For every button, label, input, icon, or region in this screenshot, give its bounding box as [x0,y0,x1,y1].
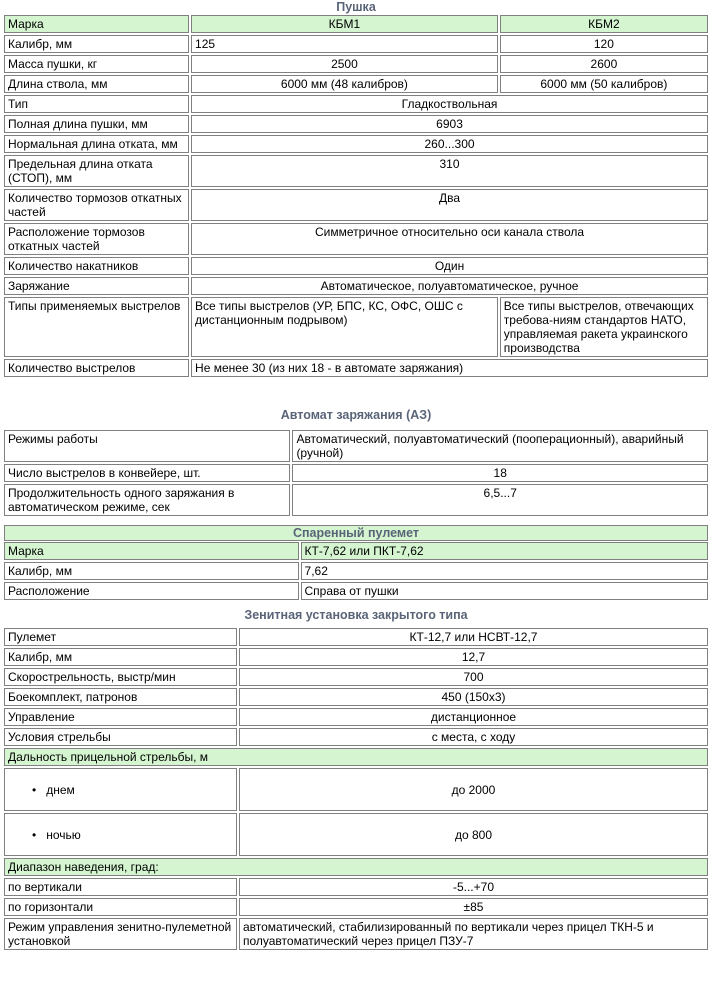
row-kbm1: 6000 мм (48 калибров) [191,75,498,93]
row-label: Режимы работы [4,430,290,462]
row-label: Боекомплект, патронов [4,688,237,706]
autoloader-section [2,408,710,518]
table-row [4,688,708,706]
table-row [4,628,708,646]
gun-header-kbm1: КБМ1 [191,15,498,33]
row-kbm2: 6000 мм (50 калибров) [500,75,708,93]
row-value: дистанционное [239,708,708,726]
row-label: Количество тормозов откатных частей [4,189,189,221]
table-row [4,115,708,133]
aa-section [2,608,710,952]
table-row [4,277,708,295]
row-label: Нормальная длина отката, мм [4,135,189,153]
row-kbm1: Все типы выстрелов (УР, БПС, КС, ОФС, ОШС с дистанционным подрывом) [191,297,498,357]
row-value: КТ-7,62 или ПКТ-7,62 [301,542,708,560]
row-value: КТ-12,7 или НСВТ-12,7 [239,628,708,646]
table-row [4,858,708,876]
row-value: -5...+70 [239,878,708,896]
table-row [4,359,708,377]
row-value: ±85 [239,898,708,916]
table-row [4,918,708,950]
row-value: 260...300 [191,135,708,153]
table-row [4,728,708,746]
row-value: Справа от пушки [301,582,708,600]
row-value: 12,7 [239,648,708,666]
row-label: Калибр, мм [4,562,299,580]
row-value: Гладкоствольная [191,95,708,113]
aim-header: Диапазон наведения, град: [4,858,708,876]
row-value: Автоматическое, полуавтоматическое, ручное [191,277,708,295]
bullet-label: • днем [32,783,75,797]
row-kbm2: 120 [500,35,708,53]
gun-section-title: Пушка [336,0,376,14]
table-row [4,257,708,275]
aa-section-title: Зенитная установка закрытого типа [244,608,468,622]
row-value: Один [191,257,708,275]
gun-header-label: Марка [4,15,189,33]
row-label: Продолжительность одного заряжания в автоматическом режиме, сек [4,484,290,516]
row-label: Предельная длина отката (СТОП), мм [4,155,189,187]
table-row [4,297,708,357]
table-row [4,155,708,187]
row-label: Режим управления зенитно-пулеметной установкой [4,918,237,950]
table-row [4,430,708,462]
table-row [4,708,708,726]
row-value: 700 [239,668,708,686]
table-row [4,75,708,93]
table-row [4,484,708,516]
row-label: по вертикали [4,878,237,896]
autoloader-section-title: Автомат заряжания (АЗ) [280,408,432,422]
row-value: 18 [292,464,708,482]
row-label: Условия стрельбы [4,728,237,746]
row-label: Марка [4,542,299,560]
row-value: Не менее 30 (из них 18 - в автомате заряжания) [191,359,708,377]
row-label: Длина ствола, мм [4,75,189,93]
table-row [4,768,708,811]
table-row [4,464,708,482]
row-label: Пулемет [4,628,237,646]
row-value: 7,62 [301,562,708,580]
row-label: Полная длина пушки, мм [4,115,189,133]
row-kbm2: Все типы выстрелов, отвечающих требова-ниям стандартов НАТО, управляемая ракета украинского производства [500,297,708,357]
table-row [4,55,708,73]
row-label: Заряжание [4,277,189,295]
row-label: по горизонтали [4,898,237,916]
range-header: Дальность прицельной стрельбы, м [4,748,708,766]
gun-table [2,13,710,379]
row-label: Скорострельность, выстр/мин [4,668,237,686]
table-row [4,582,708,600]
row-value: до 2000 [239,768,708,811]
row-label: Управление [4,708,237,726]
row-label: Количество накатников [4,257,189,275]
row-label: Калибр, мм [4,35,189,53]
table-row [4,668,708,686]
row-label: Расположение [4,582,299,600]
bullet-label: • ночью [32,828,81,842]
autoloader-table [2,428,710,518]
row-label: Количество выстрелов [4,359,189,377]
table-row [4,813,708,856]
row-label: Типы применяемых выстрелов [4,297,189,357]
aa-table [2,626,710,952]
row-value: 450 (150х3) [239,688,708,706]
table-row [4,15,708,33]
row-value: автоматический, стабилизированный по вертикали через прицел ТКН-5 и полуавтоматический через прицел ПЗУ-7 [239,918,708,950]
row-label [4,768,237,811]
row-value: до 800 [239,813,708,856]
coax-section [2,525,710,602]
table-row [4,95,708,113]
row-value: с места, с ходу [239,728,708,746]
gun-section [2,0,710,379]
row-value: Два [191,189,708,221]
coax-table [2,540,710,602]
row-value: Автоматический, полуавтоматический (пооперационный), аварийный (ручной) [292,430,708,462]
table-row [4,35,708,53]
row-value: 310 [191,155,708,187]
row-label: Масса пушки, кг [4,55,189,73]
table-row [4,898,708,916]
table-row [4,135,708,153]
row-label: Тип [4,95,189,113]
table-row [4,648,708,666]
row-label [4,813,237,856]
table-row [4,223,708,255]
coax-section-title: Спаренный пулемет [4,525,708,541]
row-value: Симметричное относительно оси канала ствола [191,223,708,255]
row-kbm1: 125 [191,35,498,53]
row-label: Расположение тормозов откатных частей [4,223,189,255]
row-value: 6903 [191,115,708,133]
table-row [4,562,708,580]
row-value: 6,5...7 [292,484,708,516]
row-kbm1: 2500 [191,55,498,73]
row-label: Калибр, мм [4,648,237,666]
table-row [4,542,708,560]
table-row [4,878,708,896]
row-kbm2: 2600 [500,55,708,73]
table-row [4,189,708,221]
row-label: Число выстрелов в конвейере, шт. [4,464,290,482]
gun-header-kbm2: КБМ2 [500,15,708,33]
table-row [4,748,708,766]
